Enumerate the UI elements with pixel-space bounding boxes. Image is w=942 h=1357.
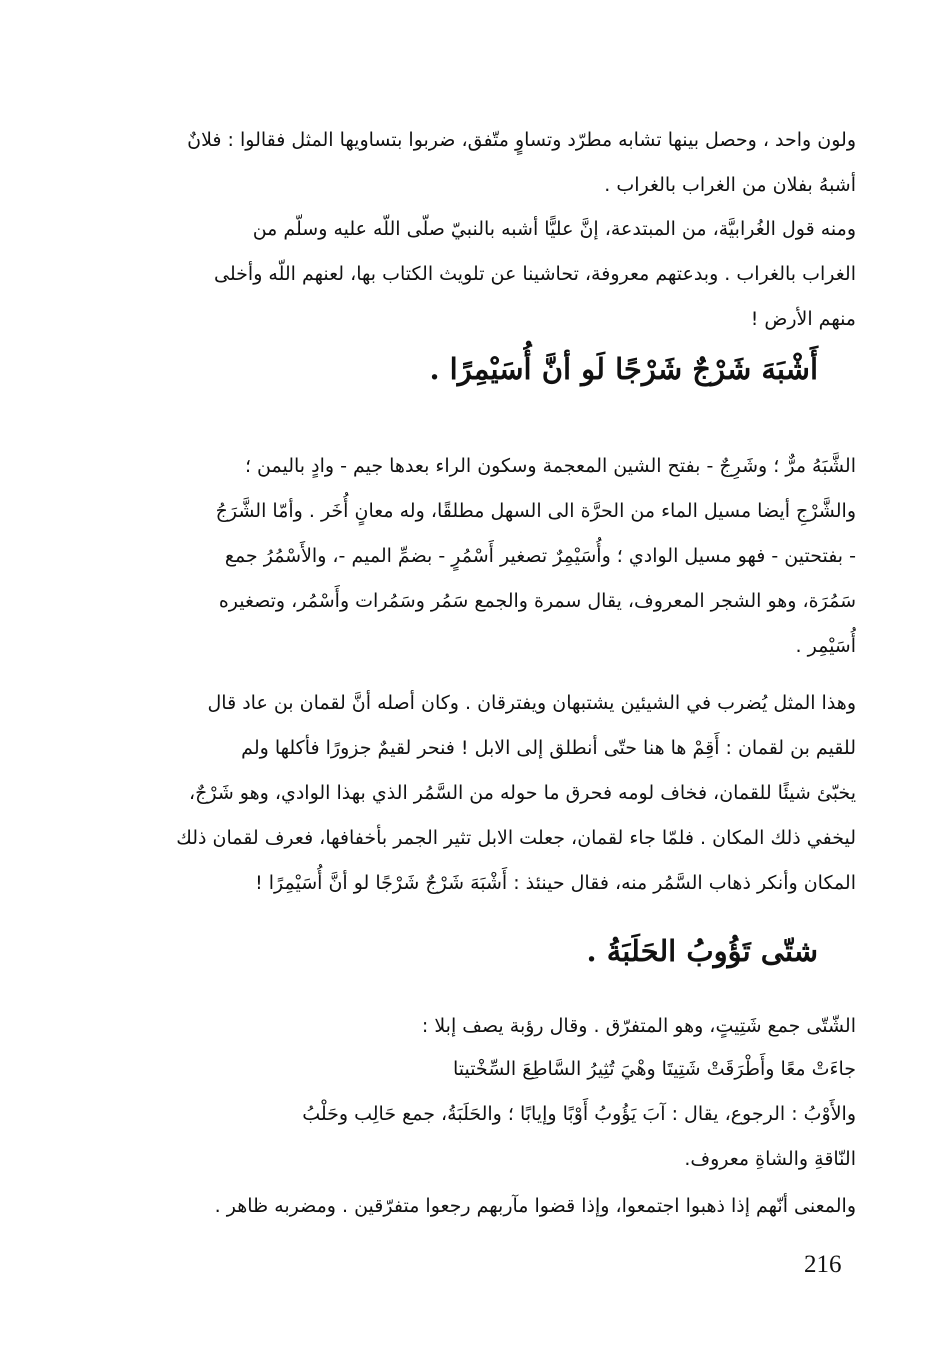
paragraph-line: ولون واحد ، وحصل بينها تشابه مطرّد وتساوٍ متّفق، ضربوا بتساويها المثل فقالوا : فلانٌ	[187, 129, 856, 151]
paragraph-line: ومنه قول الغُرابيَّة، من المبتدعة، إنَّ عليًّا أشبه بالنبيّ صلّى اللّه عليه وسلّم من	[252, 218, 856, 240]
paragraph-line: الغراب بالغراب . وبدعتهم معروفة، تحاشينا عن تلويث الكتاب بها، لعنهم اللّه وأخلى	[214, 263, 856, 285]
paragraph-3	[84, 444, 856, 669]
paragraph-line: أُسَيْمِر .	[795, 635, 856, 657]
paragraph-line: وهذا المثل يُضرب في الشيئين يشتبهان ويفترقان . وكان أصله أنَّ لقمان بن عاد قال	[207, 692, 856, 714]
proverb-heading-1: أَشْبَهَ شَرْجٌ شَرْجًا لَو أنَّ أُسَيْمِرًا .	[429, 352, 818, 386]
paragraph-line: للقيم بن لقمان : أَقِمْ ها هنا حتّى أنطلق إلى الابل ! فنحر لقيمٌ جزورًا فأكلها ولم	[241, 737, 856, 759]
paragraph-line: النّاقةِ والشاةِ معروف.	[684, 1148, 856, 1170]
paragraph-line: والشَّرْجِ أيضا مسيل الماء من الحرَّة الى السهل مطلقًا، وله معانٍ أُخَر . وأمّا الشَّرَجُ	[215, 500, 856, 522]
paragraph-line: الشَّبَهُ مرٌّ ؛ وشَرِجٌ - بفتح الشين المعجمة وسكون الراء بعدها جيم - وادٍ باليمن ؛	[244, 455, 856, 477]
paragraph-6	[84, 1092, 856, 1182]
paragraph-line: سَمُرَة، وهو الشجر المعروف، يقال سمرة والجمع سَمُر وسَمُرات وأَسْمُر، وتصغيره	[218, 590, 856, 612]
paragraph-line: - بفتحتين - فهو مسيل الوادي ؛ وأُسَيْمِرٌ تصغير أَسْمُرٍ - بضمِّ الميم -، والأَسْمُرُ جمع	[224, 545, 856, 567]
paragraph-line: الشّتّى جمع شَتِيتٍ، وهو المتفرّق . وقال رؤبة يصف إبلا :	[421, 1015, 856, 1037]
paragraph-1	[84, 118, 856, 208]
verse-line	[84, 1047, 856, 1092]
paragraph-line: منهم الأرض !	[750, 308, 856, 330]
paragraph-5	[84, 1004, 856, 1049]
page-number: 216	[804, 1251, 842, 1278]
paragraph-line: جاءَتْ معًا وأَطْرَقَتْ شَتِيتَا وهْيَ تُثِيرُ السَّاطِعَ السِّخْتيتا	[452, 1058, 856, 1080]
paragraph-line: والأَوْبُ : الرجوع، يقال : آبَ يَؤُوبُ أَوْبًا وإيابًا ؛ والحَلَبَةُ، جمع حَالِب وحَلْبُ	[302, 1103, 856, 1125]
paragraph-line: ليخفي ذلك المكان . فلمّا جاء لقمان، جعلت الابل تثير الجمر بأخفافها، فعرف لقمان ذلك	[176, 827, 856, 849]
proverb-heading-2: شتّى تَؤُوبُ الحَلَبَةُ .	[586, 934, 818, 968]
paragraph-7	[84, 1184, 856, 1229]
paragraph-line: يخبّئ شيئًا للقمان، فخاف لومه فحرق ما حوله من السَّمُر الذي بهذا الوادي، وهو شَرْجٌ،	[188, 782, 856, 804]
paragraph-line: المكان وأنكر ذهاب السَّمُر منه، فقال حينئذ : أَشْبَهَ شَرْجٌ شَرْجًا لو أنَّ أُسَيْمِرًا !	[255, 872, 856, 894]
paragraph-line: أشبهُ بفلان من الغراب بالغراب .	[604, 174, 856, 196]
paragraph-line: والمعنى أنّهم إذا ذهبوا اجتمعوا، وإذا قضوا مآربهم رجعوا متفرّقين . ومضربه ظاهر .	[214, 1195, 856, 1217]
paragraph-4	[84, 681, 856, 906]
paragraph-2	[84, 207, 856, 342]
